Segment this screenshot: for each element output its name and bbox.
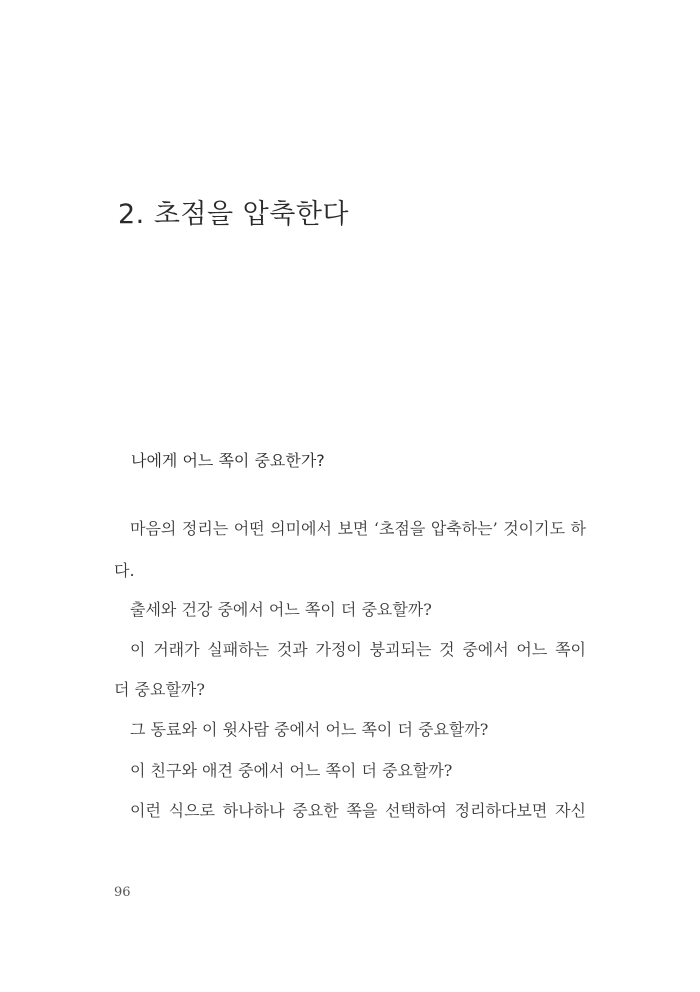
body-line: 이 거래가 실패하는 것과 가정이 붕괴되는 것 중에서 어느 쪽이 (130, 640, 586, 659)
section-heading: 나에게 어느 쪽이 중요한가? (131, 451, 325, 470)
body-line: 더 중요할까? (114, 680, 205, 699)
chapter-title: 2. 초점을 압축한다 (118, 199, 349, 230)
body-line: 다. (114, 561, 135, 580)
body-line: 이런 식으로 하나하나 중요한 쪽을 선택하여 정리하다보면 자신 (130, 801, 586, 820)
body-line: 출세와 건강 중에서 어느 쪽이 더 중요할까? (130, 600, 432, 619)
body-line: 그 동료와 이 윗사람 중에서 어느 쪽이 더 중요할까? (130, 720, 489, 739)
page-number: 96 (114, 885, 131, 900)
body-line: 마음의 정리는 어떤 의미에서 보면 ‘초점을 압축하는’ 것이기도 하 (130, 519, 586, 538)
body-line: 이 친구와 애견 중에서 어느 쪽이 더 중요할까? (130, 761, 453, 780)
